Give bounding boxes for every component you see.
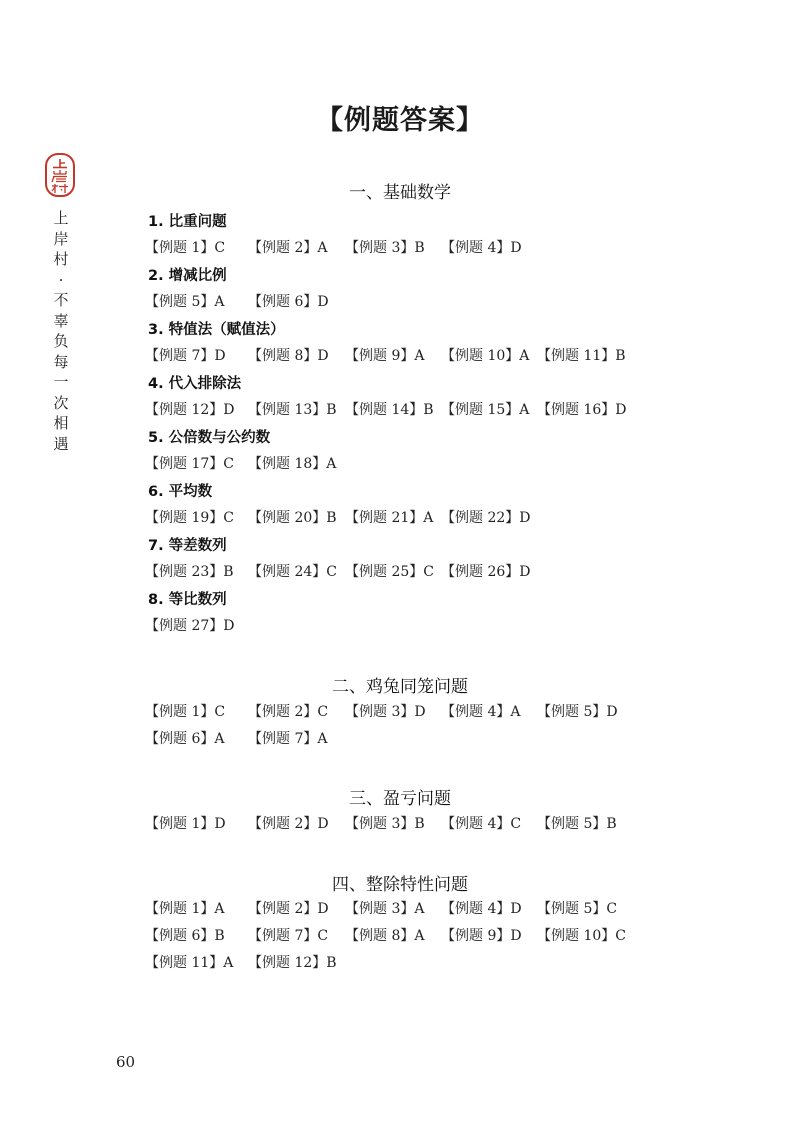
section-title-divisibility: 四、整除特性问题 <box>332 875 468 895</box>
answer-item: 【例题 11】B <box>537 348 626 364</box>
answer-item: 【例题 6】A <box>145 731 225 747</box>
subsection-heading: 5. 公倍数与公约数 <box>148 430 271 446</box>
subsection-heading: 2. 增减比例 <box>148 268 227 284</box>
answer-item: 【例题 24】C <box>248 564 337 580</box>
answer-item: 【例题 5】A <box>145 294 225 310</box>
subsection-heading: 1. 比重问题 <box>148 214 227 230</box>
motto-char: 次 <box>53 393 69 412</box>
subsection-heading: 4. 代入排除法 <box>148 376 242 392</box>
answer-item: 【例题 13】B <box>248 402 337 418</box>
answer-item: 【例题 2】A <box>248 240 328 256</box>
answer-item: 【例题 8】A <box>345 928 425 944</box>
subsection-heading: 3. 特值法（赋值法） <box>148 322 285 338</box>
answer-item: 【例题 9】A <box>345 348 425 364</box>
answer-item: 【例题 4】A <box>441 704 521 720</box>
subsection-heading: 6. 平均数 <box>148 484 213 500</box>
motto-char: 负 <box>53 332 69 350</box>
motto-char: · <box>58 270 64 289</box>
section-title-chicken-rabbit: 二、鸡兔同笼问题 <box>332 677 468 697</box>
answer-item: 【例题 12】B <box>248 955 337 971</box>
answer-item: 【例题 1】C <box>145 240 226 256</box>
motto-char: 村 <box>53 250 69 268</box>
answer-item: 【例题 22】D <box>441 510 531 526</box>
answer-item: 【例题 6】B <box>145 928 225 944</box>
answer-item: 【例题 3】A <box>345 901 425 917</box>
answer-item: 【例题 1】A <box>145 901 225 917</box>
answer-item: 【例题 21】A <box>345 510 434 526</box>
answer-item: 【例题 25】C <box>345 564 434 580</box>
answer-item: 【例题 3】D <box>345 704 426 720</box>
answer-item: 【例题 5】D <box>537 704 618 720</box>
answer-item: 【例题 20】B <box>248 510 337 526</box>
answer-item: 【例题 2】D <box>248 901 329 917</box>
answer-item: 【例题 18】A <box>248 456 337 472</box>
answer-item: 【例题 8】D <box>248 348 329 364</box>
answer-item: 【例题 9】D <box>441 928 522 944</box>
subsection-heading: 8. 等比数列 <box>148 592 227 608</box>
motto-char: 相 <box>53 414 69 432</box>
answer-item: 【例题 4】D <box>441 901 522 917</box>
answer-item: 【例题 3】B <box>345 816 425 832</box>
motto-char: 辜 <box>53 311 69 330</box>
answer-item: 【例题 11】A <box>145 955 234 971</box>
motto-char: 每 <box>53 352 69 371</box>
answer-item: 【例题 19】C <box>145 510 234 526</box>
answer-item: 【例题 7】C <box>248 928 329 944</box>
answer-item: 【例题 17】C <box>145 456 234 472</box>
side-motto <box>52 208 70 454</box>
motto-char: 岸 <box>53 229 69 248</box>
answer-item: 【例题 5】C <box>537 901 618 917</box>
answer-item: 【例题 6】D <box>248 294 329 310</box>
answer-item: 【例题 12】D <box>145 402 235 418</box>
answer-item: 【例题 1】D <box>145 816 226 832</box>
answer-item: 【例题 4】C <box>441 816 522 832</box>
motto-char: 遇 <box>53 434 69 453</box>
subsection-heading: 7. 等差数列 <box>148 538 227 554</box>
answer-item: 【例题 5】B <box>537 816 617 832</box>
answer-item: 【例题 7】D <box>145 348 226 364</box>
motto-char: 不 <box>53 291 69 309</box>
answer-item: 【例题 3】B <box>345 240 425 256</box>
page-title: 【例题答案】 <box>316 105 484 136</box>
answer-item: 【例题 10】A <box>441 348 530 364</box>
answer-item: 【例题 7】A <box>248 731 328 747</box>
motto-char: 上 <box>53 209 69 227</box>
answer-item: 【例题 14】B <box>345 402 434 418</box>
answer-item: 【例题 23】B <box>145 564 234 580</box>
answer-item: 【例题 4】D <box>441 240 522 256</box>
answer-item: 【例题 26】D <box>441 564 531 580</box>
motto-char: 一 <box>53 373 69 391</box>
answer-item: 【例题 1】C <box>145 704 226 720</box>
answer-item: 【例题 10】C <box>537 928 626 944</box>
answer-item: 【例题 15】A <box>441 402 530 418</box>
answer-item: 【例题 2】C <box>248 704 329 720</box>
section-title-basic-math: 一、基础数学 <box>349 183 451 203</box>
answer-item: 【例题 2】D <box>248 816 329 832</box>
page-number: 60 <box>116 1053 136 1071</box>
answer-item: 【例题 27】D <box>145 618 235 634</box>
answer-item: 【例题 16】D <box>537 402 627 418</box>
section-title-surplus-deficit: 三、盈亏问题 <box>349 789 451 809</box>
